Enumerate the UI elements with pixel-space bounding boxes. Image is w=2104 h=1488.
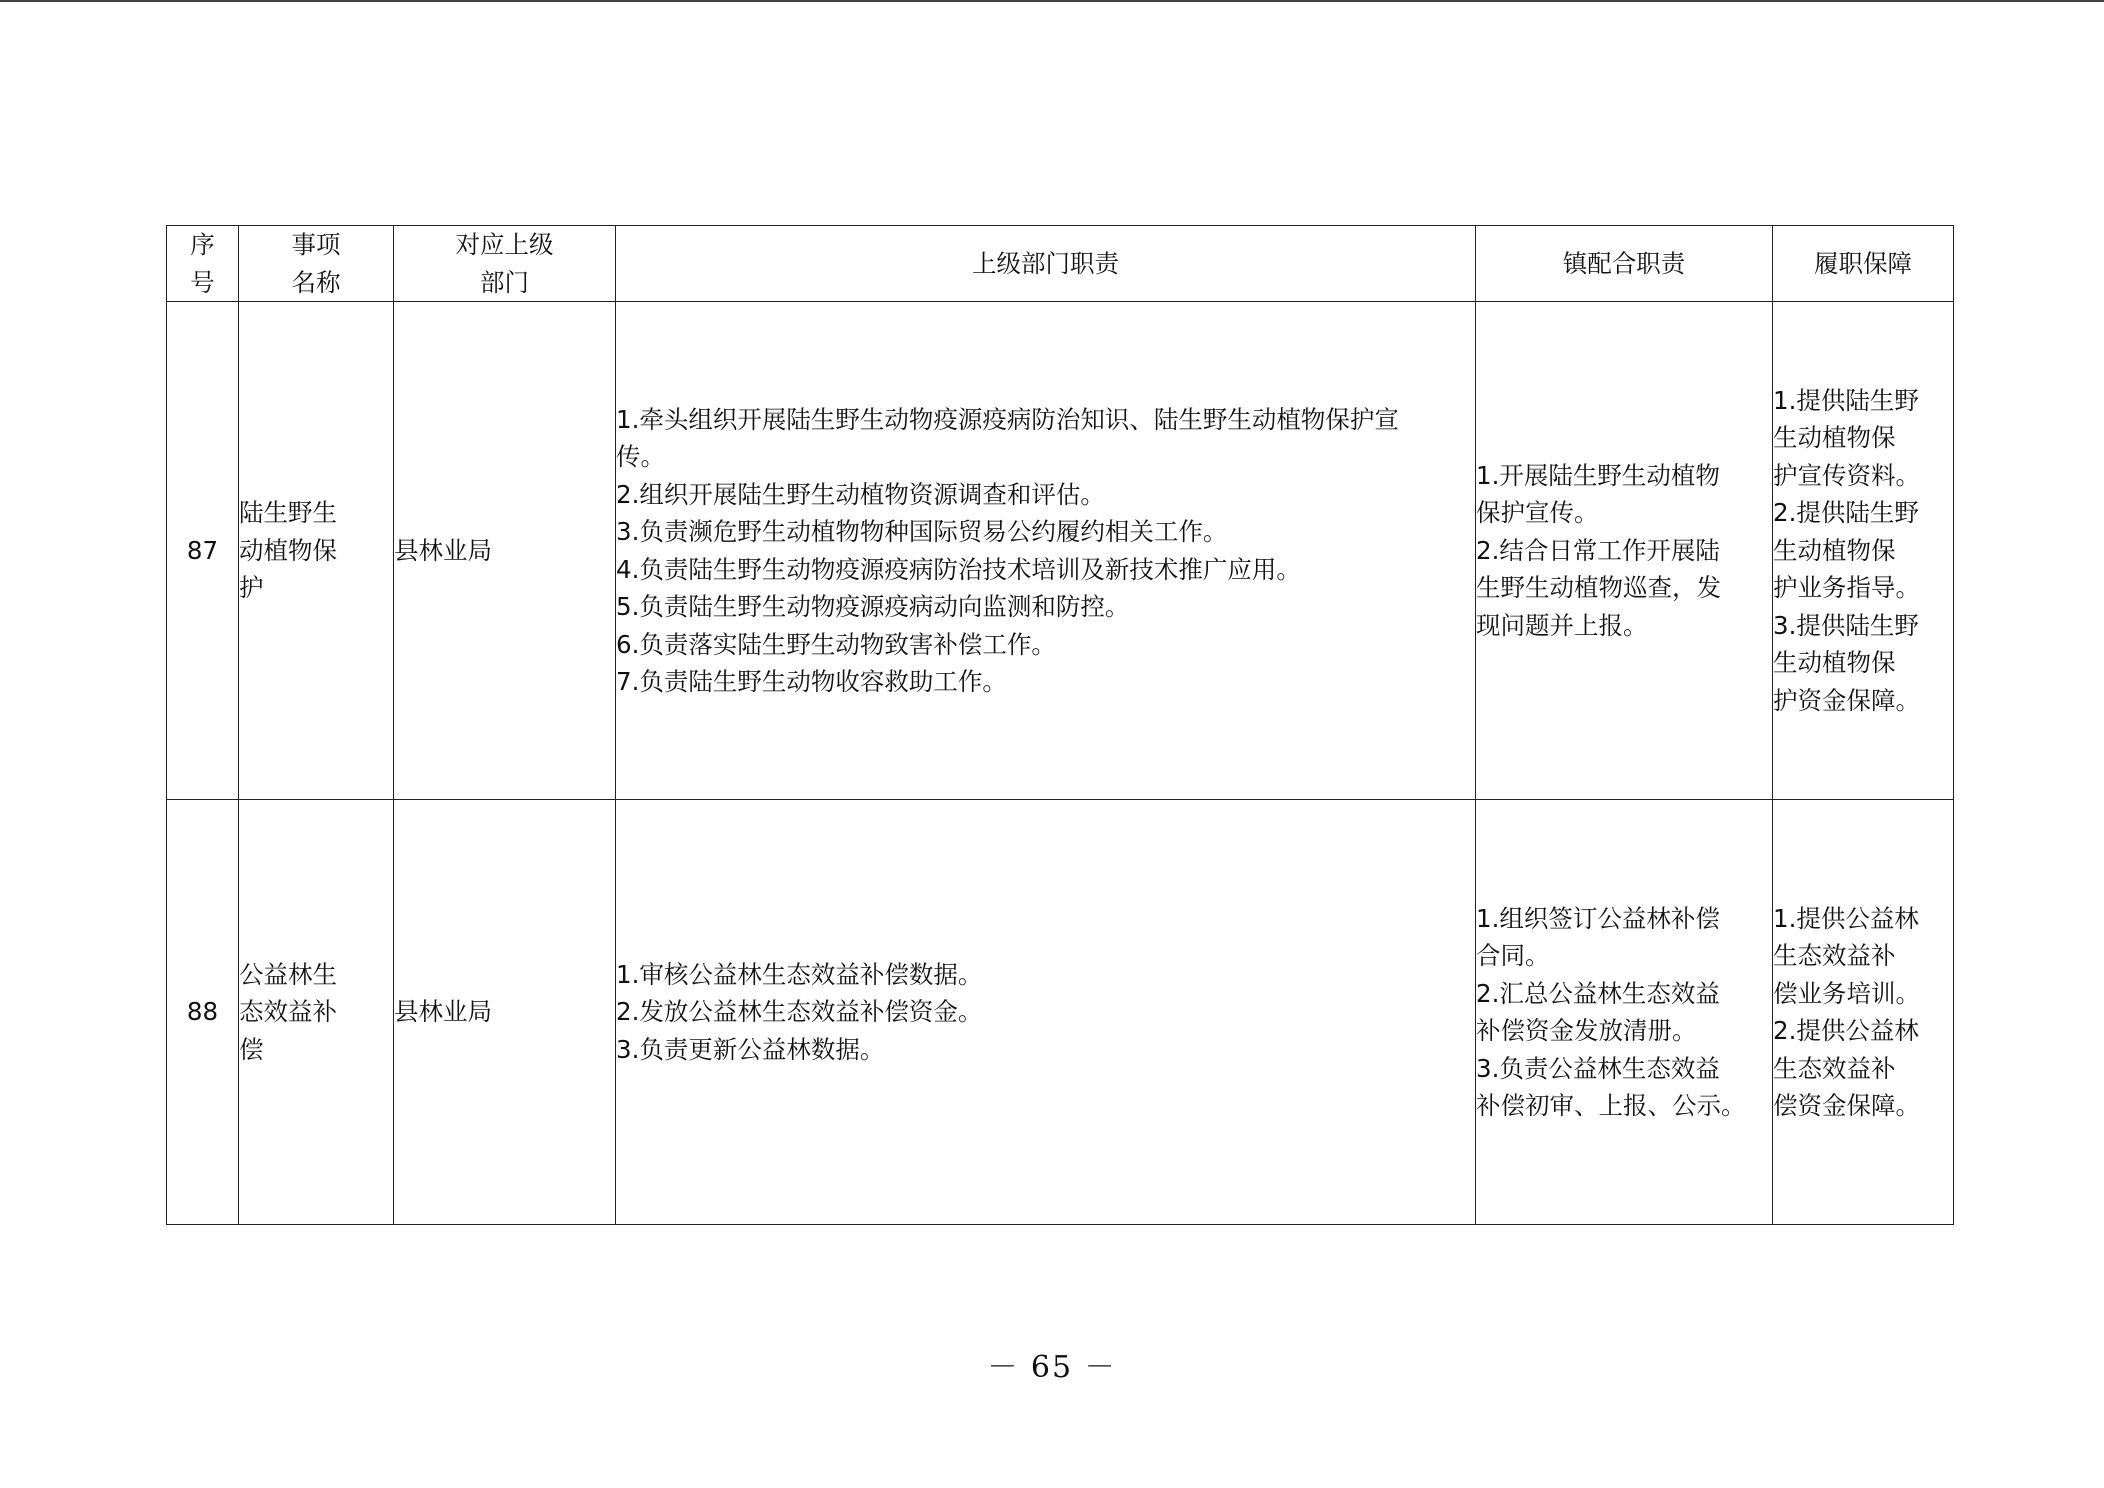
line: 合同。 xyxy=(1476,941,1550,970)
line: 生动植物保 xyxy=(1773,535,1896,565)
line: 保护宣传。 xyxy=(1476,498,1599,528)
line: 动植物保 xyxy=(239,535,337,565)
line: 1.提供陆生野 xyxy=(1773,385,1919,415)
line: 2.提供陆生野 xyxy=(1773,498,1919,528)
header-name-line2: 名称 xyxy=(291,267,341,297)
page-number: － 65 － xyxy=(987,1350,1117,1385)
line: 1.提供公益林 xyxy=(1773,903,1919,933)
header-item-name xyxy=(239,226,394,302)
line: 1.牵头组织开展陆生野生动物疫源疫病防治知识、陆生野生动植物保护宣 xyxy=(616,404,1399,434)
header-seq-line1: 序 xyxy=(190,230,215,259)
header-dept-line2: 部门 xyxy=(480,267,529,297)
line: 1.审核公益林生态效益补偿数据。 xyxy=(616,959,983,989)
line: 生动植物保 xyxy=(1773,423,1896,453)
line: 生态效益补 xyxy=(1773,941,1896,970)
row-duty xyxy=(616,800,1476,1225)
line: 补偿资金发放清册。 xyxy=(1476,1016,1697,1045)
row-item-name xyxy=(239,302,394,800)
header-duty: 上级部门职责 xyxy=(616,226,1476,302)
line: 护资金保障。 xyxy=(1773,685,1920,715)
line: 2.汇总公益林生态效益 xyxy=(1476,978,1720,1008)
line: 态效益补 xyxy=(239,997,337,1027)
line: 6.负责落实陆生野生动物致害补偿工作。 xyxy=(616,629,1056,659)
row-dept: 县林业局 xyxy=(394,800,616,1225)
line: 2.结合日常工作开展陆 xyxy=(1476,535,1720,565)
line: 偿资金保障。 xyxy=(1773,1091,1920,1120)
line: 补偿初审、上报、公示。 xyxy=(1476,1091,1746,1120)
duty-table xyxy=(166,225,1954,1225)
line: 生野生动植物巡查，发 xyxy=(1476,573,1721,603)
header-dept xyxy=(394,226,616,302)
line: 3.负责更新公益林数据。 xyxy=(616,1034,885,1064)
line: 护 xyxy=(239,573,264,603)
row-guarantee xyxy=(1773,800,1954,1225)
header-name-line1: 事项 xyxy=(291,230,341,259)
line: 传。 xyxy=(616,442,665,471)
line: 护业务指导。 xyxy=(1773,573,1920,603)
line: 2.组织开展陆生野生动植物资源调查和评估。 xyxy=(616,479,1105,509)
line: 偿业务培训。 xyxy=(1773,978,1920,1008)
line: 2.发放公益林生态效益补偿资金。 xyxy=(616,997,983,1027)
row-dept: 县林业局 xyxy=(394,302,616,800)
line: 3.负责公益林生态效益 xyxy=(1476,1053,1720,1083)
line: 5.负责陆生野生动物疫源疫病动向监测和防控。 xyxy=(616,592,1130,621)
header-dept-line1: 对应上级 xyxy=(455,230,554,259)
header-guarantee: 履职保障 xyxy=(1773,226,1954,302)
line: 3.负责濒危野生动植物物种国际贸易公约履约相关工作。 xyxy=(616,517,1228,546)
line: 公益林生 xyxy=(239,959,337,989)
row-item-name xyxy=(239,800,394,1225)
header-town-duty: 镇配合职责 xyxy=(1476,226,1773,302)
line: 生动植物保 xyxy=(1773,648,1896,678)
row-seq: 87 xyxy=(167,302,239,800)
top-border-line xyxy=(0,0,2104,2)
row-seq: 88 xyxy=(167,800,239,1225)
row-guarantee xyxy=(1773,302,1954,800)
row-town-duty xyxy=(1476,302,1773,800)
line: 4.负责陆生野生动物疫源疫病防治技术培训及新技术推广应用。 xyxy=(616,554,1301,584)
line: 偿 xyxy=(239,1034,264,1064)
header-seq xyxy=(167,226,239,302)
header-seq-line2: 号 xyxy=(190,267,215,297)
table-row xyxy=(167,800,1954,1225)
line: 2.提供公益林 xyxy=(1773,1016,1919,1045)
line: 3.提供陆生野 xyxy=(1773,610,1919,640)
line: 1.开展陆生野生动植物 xyxy=(1476,460,1720,490)
line: 7.负责陆生野生动物收容救助工作。 xyxy=(616,667,1007,696)
table-header-row xyxy=(167,226,1954,302)
line: 生态效益补 xyxy=(1773,1053,1896,1083)
line: 1.组织签订公益林补偿 xyxy=(1476,903,1720,933)
line: 现问题并上报。 xyxy=(1476,610,1648,640)
row-duty xyxy=(616,302,1476,800)
table-row xyxy=(167,302,1954,800)
line: 陆生野生 xyxy=(239,498,337,528)
row-town-duty xyxy=(1476,800,1773,1225)
line: 护宣传资料。 xyxy=(1773,460,1920,490)
